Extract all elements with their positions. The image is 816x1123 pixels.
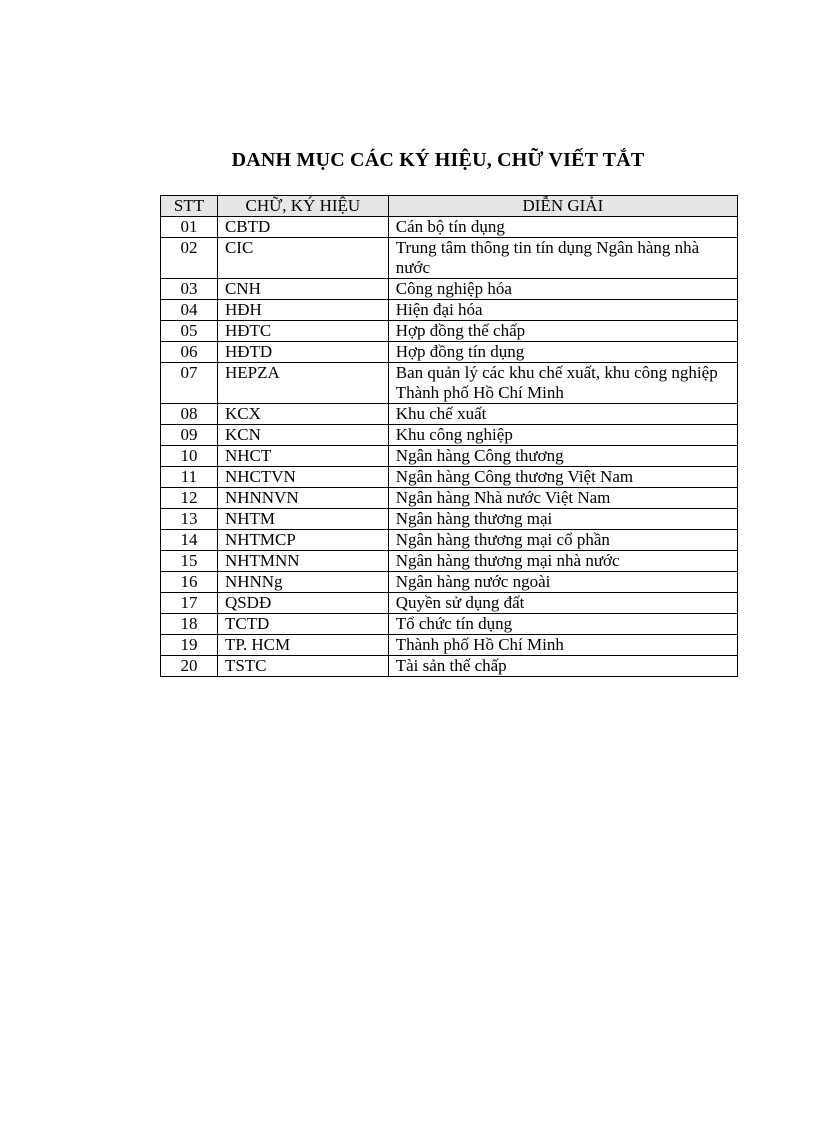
stt-cell: 14 bbox=[161, 530, 218, 551]
code-cell: TP. HCM bbox=[217, 635, 388, 656]
table-row bbox=[161, 593, 738, 614]
description-cell: Hiện đại hóa bbox=[388, 300, 737, 321]
table-row bbox=[161, 446, 738, 467]
code-cell: NHNNVN bbox=[217, 488, 388, 509]
description-cell: Thành phố Hồ Chí Minh bbox=[388, 635, 737, 656]
code-cell: KCX bbox=[217, 404, 388, 425]
table-row bbox=[161, 238, 738, 279]
table-row bbox=[161, 217, 738, 238]
table-header-row bbox=[161, 196, 738, 217]
code-cell: KCN bbox=[217, 425, 388, 446]
table-body bbox=[161, 217, 738, 677]
description-cell: Tổ chức tín dụng bbox=[388, 614, 737, 635]
code-cell: HĐTD bbox=[217, 342, 388, 363]
description-cell: Cán bộ tín dụng bbox=[388, 217, 737, 238]
description-cell: Khu công nghiệp bbox=[388, 425, 737, 446]
table-row bbox=[161, 279, 738, 300]
stt-cell: 09 bbox=[161, 425, 218, 446]
description-cell: Ngân hàng thương mại nhà nước bbox=[388, 551, 737, 572]
table-row bbox=[161, 321, 738, 342]
stt-cell: 10 bbox=[161, 446, 218, 467]
code-cell: NHNNg bbox=[217, 572, 388, 593]
description-cell: Ban quản lý các khu chế xuất, khu công nghiệp Thành phố Hồ Chí Minh bbox=[388, 363, 737, 404]
stt-cell: 08 bbox=[161, 404, 218, 425]
stt-cell: 06 bbox=[161, 342, 218, 363]
page-title: DANH MỤC CÁC KÝ HIỆU, CHỮ VIẾT TẮT bbox=[231, 149, 645, 171]
stt-cell: 16 bbox=[161, 572, 218, 593]
description-cell: Quyền sử dụng đất bbox=[388, 593, 737, 614]
stt-cell: 19 bbox=[161, 635, 218, 656]
description-cell: Ngân hàng nước ngoài bbox=[388, 572, 737, 593]
table-row bbox=[161, 467, 738, 488]
stt-cell: 02 bbox=[161, 238, 218, 279]
table-row bbox=[161, 635, 738, 656]
code-cell: HĐH bbox=[217, 300, 388, 321]
header-description: DIỄN GIẢI bbox=[388, 196, 737, 217]
table-row bbox=[161, 300, 738, 321]
description-cell: Công nghiệp hóa bbox=[388, 279, 737, 300]
stt-cell: 18 bbox=[161, 614, 218, 635]
code-cell: TCTD bbox=[217, 614, 388, 635]
stt-cell: 13 bbox=[161, 509, 218, 530]
description-cell: Ngân hàng Nhà nước Việt Nam bbox=[388, 488, 737, 509]
description-cell: Hợp đồng tín dụng bbox=[388, 342, 737, 363]
table-row bbox=[161, 572, 738, 593]
code-cell: CBTD bbox=[217, 217, 388, 238]
table-row bbox=[161, 614, 738, 635]
description-cell: Ngân hàng thương mại bbox=[388, 509, 737, 530]
header-code: CHỮ, KÝ HIỆU bbox=[217, 196, 388, 217]
description-cell: Hợp đồng thế chấp bbox=[388, 321, 737, 342]
table-row bbox=[161, 488, 738, 509]
table-row bbox=[161, 509, 738, 530]
code-cell: CNH bbox=[217, 279, 388, 300]
table-row bbox=[161, 363, 738, 404]
code-cell: NHTMCP bbox=[217, 530, 388, 551]
description-cell: Ngân hàng Công thương Việt Nam bbox=[388, 467, 737, 488]
code-cell: NHTM bbox=[217, 509, 388, 530]
code-cell: TSTC bbox=[217, 656, 388, 677]
table-row bbox=[161, 425, 738, 446]
code-cell: HĐTC bbox=[217, 321, 388, 342]
table-row bbox=[161, 551, 738, 572]
stt-cell: 03 bbox=[161, 279, 218, 300]
stt-cell: 04 bbox=[161, 300, 218, 321]
code-cell: QSDĐ bbox=[217, 593, 388, 614]
table-row bbox=[161, 656, 738, 677]
stt-cell: 12 bbox=[161, 488, 218, 509]
abbreviation-table bbox=[160, 195, 738, 677]
description-cell: Ngân hàng Công thương bbox=[388, 446, 737, 467]
description-cell: Tài sản thế chấp bbox=[388, 656, 737, 677]
description-cell: Khu chế xuất bbox=[388, 404, 737, 425]
stt-cell: 20 bbox=[161, 656, 218, 677]
description-cell: Trung tâm thông tin tín dụng Ngân hàng nhà nước bbox=[388, 238, 737, 279]
table-row bbox=[161, 530, 738, 551]
stt-cell: 17 bbox=[161, 593, 218, 614]
stt-cell: 15 bbox=[161, 551, 218, 572]
stt-cell: 07 bbox=[161, 363, 218, 404]
stt-cell: 05 bbox=[161, 321, 218, 342]
description-cell: Ngân hàng thương mại cổ phần bbox=[388, 530, 737, 551]
stt-cell: 01 bbox=[161, 217, 218, 238]
code-cell: NHTMNN bbox=[217, 551, 388, 572]
code-cell: NHCT bbox=[217, 446, 388, 467]
stt-cell: 11 bbox=[161, 467, 218, 488]
table-row bbox=[161, 404, 738, 425]
code-cell: NHCTVN bbox=[217, 467, 388, 488]
table-row bbox=[161, 342, 738, 363]
code-cell: CIC bbox=[217, 238, 388, 279]
header-stt: STT bbox=[161, 196, 218, 217]
code-cell: HEPZA bbox=[217, 363, 388, 404]
